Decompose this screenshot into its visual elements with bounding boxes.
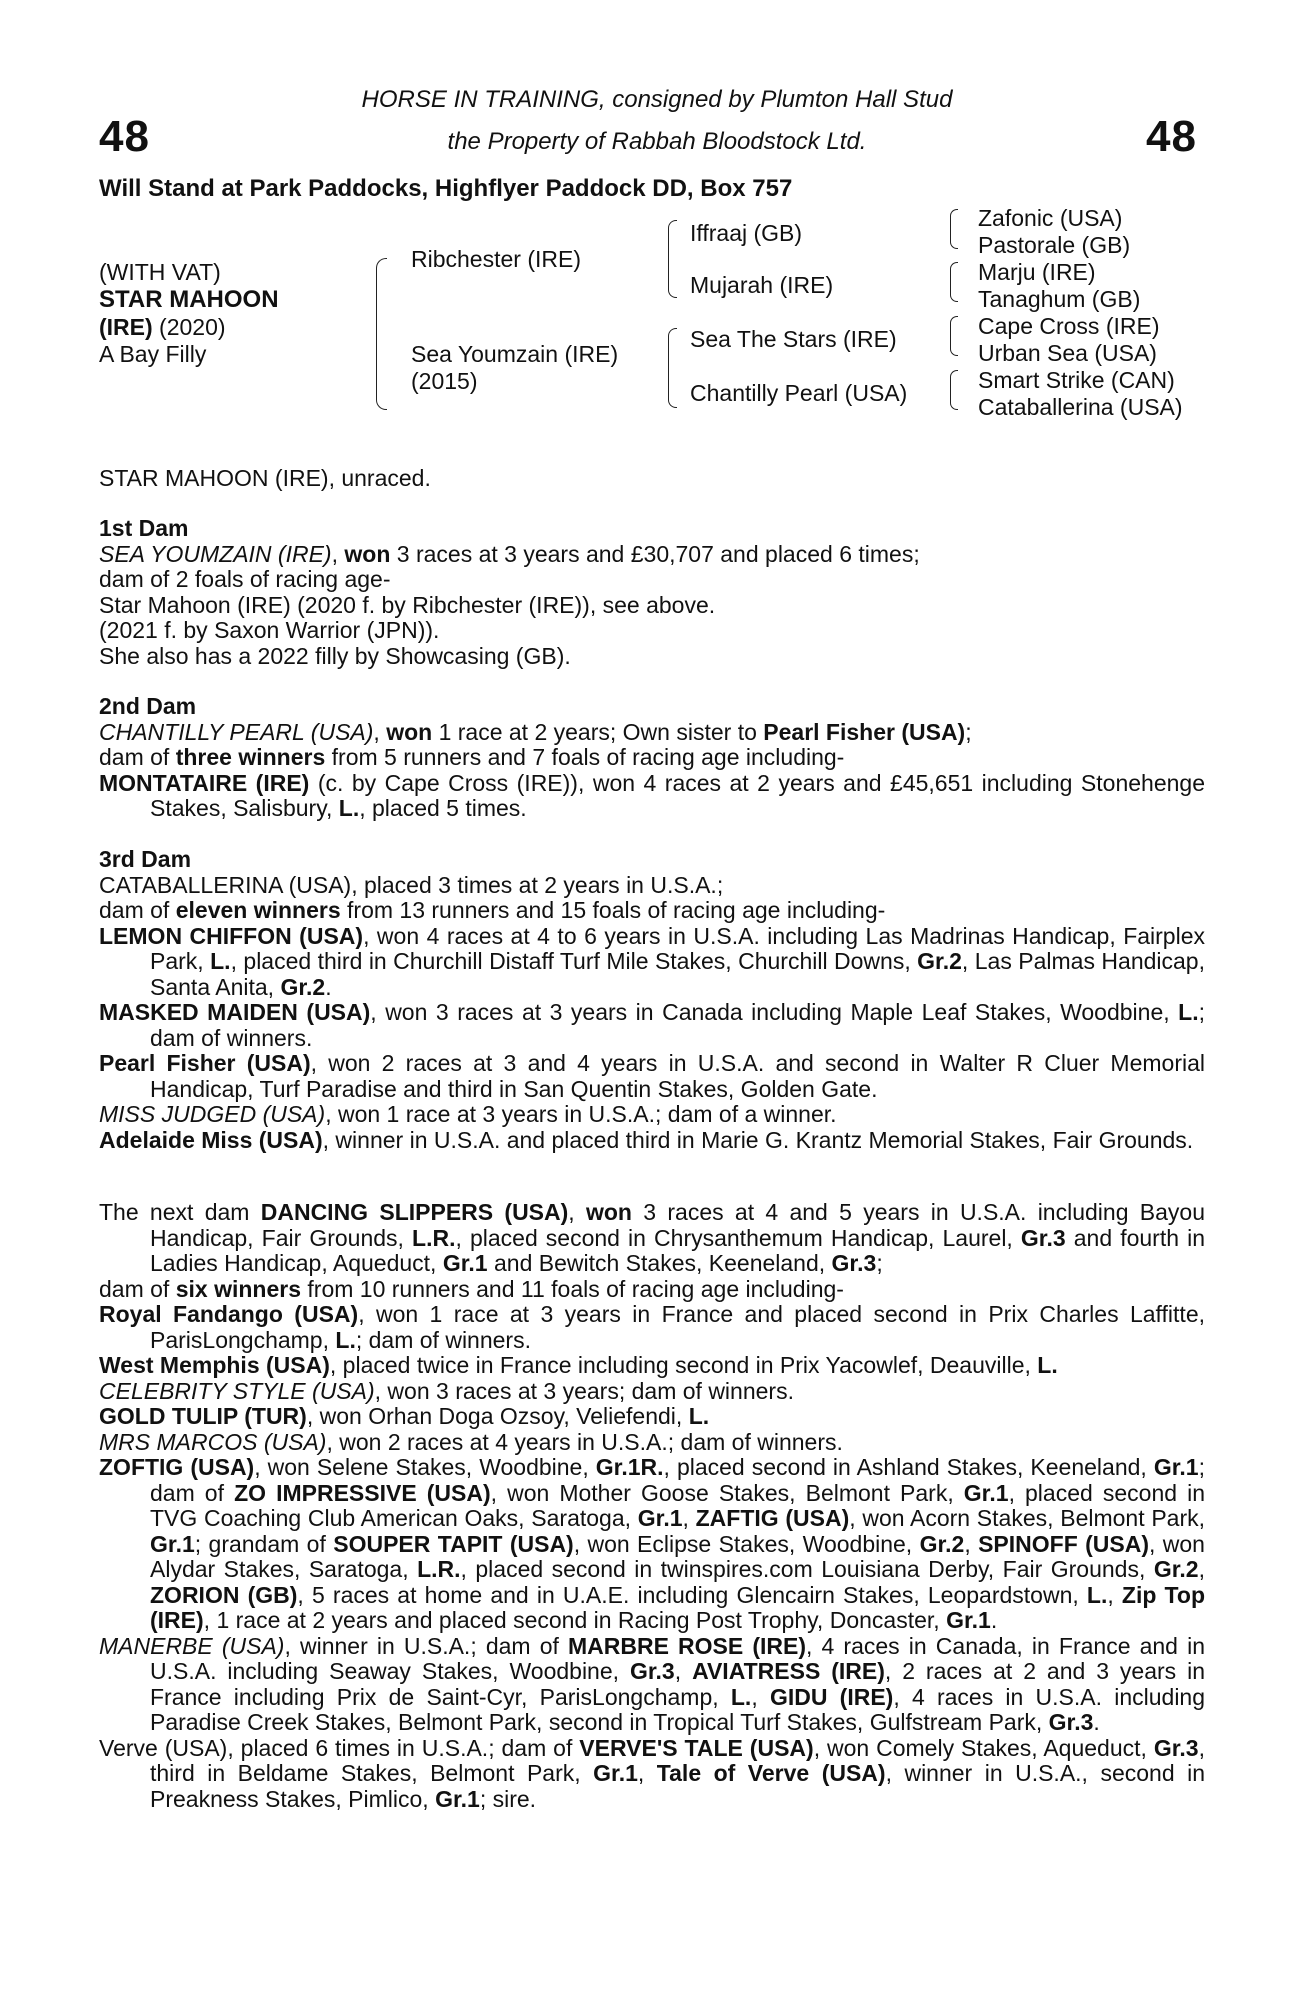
gg-brace-1 (950, 209, 958, 249)
produce-masked-maiden: MASKED MAIDEN (USA), won 3 races at 3 years in Canada including Maple Leaf Stakes, Woodbine, L.; dam of winners. (99, 999, 1205, 1051)
first-dam-record: SEA YOUMZAIN (IRE), won 3 races at 3 years and £30,707 and placed 6 times; (99, 540, 920, 567)
sire: Ribchester (IRE) (411, 246, 581, 272)
produce-manerbe: MANERBE (USA), winner in U.S.A.; dam of MARBRE ROSE (IRE), 4 races in Canada, in France and in U.S.A. including Seaway Stakes, Woodbine, Gr.3, AVIATRESS (IRE), 2 races at 2 and 3 years in France including Prix de Saint-Cyr, ParisLongchamp, L., GIDU (IRE), 4 races in U.S.A. including Paradise Creek Stakes, Belmont Park, second in Tropical Turf Stakes, Gulfstream Park, Gr.3. (99, 1632, 1206, 1735)
produce-verve: Verve (USA), placed 6 times in U.S.A.; dam of VERVE'S TALE (USA), won Comely Stakes, Aqueduct, Gr.3, third in Beldame Stakes, Belmont Park, Gr.1, Tale of Verve (USA), winner in U.S.A., second in Preakness Stakes, Pimlico, Gr.1; sire. (99, 1734, 1205, 1812)
grandsire-1: Iffraaj (GB) (690, 220, 803, 246)
unraced-line: STAR MAHOON (IRE), unraced. (99, 465, 431, 491)
produce-mrs-marcos: MRS MARCOS (USA), won 2 races at 4 years in U.S.A.; dam of winners. (99, 1428, 843, 1455)
dam-year: (2015) (411, 368, 478, 394)
next-dam-section (99, 1200, 1205, 1812)
third-dam-heading: 3rd Dam (99, 846, 192, 872)
produce-pearl-fisher: Pearl Fisher (USA), won 2 races at 3 and 4 years in U.S.A. and second in Walter R Cluer Memorial Handicap, Turf Paradise and third in San Quentin Stakes, Golden Gate. (99, 1050, 1205, 1102)
first-dam-produce-1: Star Mahoon (IRE) (2020 f. by Ribchester (IRE)), see above. (99, 591, 716, 618)
great-grandparent-7: Smart Strike (CAN) (978, 367, 1175, 393)
gg-brace-2 (950, 262, 958, 302)
great-grandparent-8: Cataballerina (USA) (978, 394, 1183, 420)
great-grandparent-2: Pastorale (GB) (978, 232, 1131, 258)
produce-zoftig: ZOFTIG (USA), won Selene Stakes, Woodbine, Gr.1R., placed second in Ashland Stakes, Keeneland, Gr.1; dam of ZO IMPRESSIVE (USA), won Mother Goose Stakes, Belmont Park, Gr.1, placed second in TVG Coaching Club American Oaks, Saratoga, Gr.1, ZAFTIG (USA), won Acorn Stakes, Belmont Park, Gr.1; grandam of SOUPER TAPIT (USA), won Eclipse Stakes, Woodbine, Gr.2, SPINOFF (USA), won Alydar Stakes, Saratoga, L.R., placed second in twinspires.com Louisiana Derby, Fair Grounds, Gr.2, ZORION (GB), 5 races at home and in U.A.E. including Glencairn Stakes, Leopardstown, L., Zip Top (IRE), 1 race at 2 years and placed second in Racing Post Trophy, Doncaster, Gr.1. (99, 1454, 1206, 1633)
produce-lemon-chiffon: LEMON CHIFFON (USA), won 4 races at 4 to 6 years in U.S.A. including Las Madrinas Handicap, Fairplex Park, L., placed third in Churchill Distaff Turf Mile Stakes, Churchill Downs, Gr.2, Las Palmas Handicap, Santa Anita, Gr.2. (99, 922, 1205, 1000)
lot-number-left: 48 (99, 112, 150, 161)
sire-brace (668, 220, 677, 298)
produce-gold-tulip: GOLD TULIP (TUR), won Orhan Doga Ozsoy, Veliefendi, L. (99, 1403, 710, 1429)
second-dam-record: CHANTILLY PEARL (USA), won 1 race at 2 years; Own sister to Pearl Fisher (USA); (99, 718, 972, 745)
great-grandparent-1: Zafonic (USA) (978, 205, 1123, 231)
grandsire-4: Chantilly Pearl (USA) (690, 380, 908, 406)
horse-suffix-line (99, 314, 226, 341)
consignment-line: HORSE IN TRAINING, consigned by Plumton Hall Stud (361, 86, 953, 113)
second-dam-produce-intro: dam of three winners from 5 runners and 7 foals of racing age including- (99, 744, 845, 770)
produce-miss-judged: MISS JUDGED (USA), won 1 race at 3 years in U.S.A.; dam of a winner. (99, 1101, 837, 1127)
pedigree-brace (376, 258, 387, 410)
dam: Sea Youmzain (IRE) (411, 341, 619, 367)
first-dam-heading: 1st Dam (99, 515, 189, 541)
produce-adelaide-miss: Adelaide Miss (USA), winner in U.S.A. and placed third in Marie G. Krantz Memorial Stakes, Fair Grounds. (99, 1126, 1194, 1153)
first-dam-produce-intro: dam of 2 foals of racing age- (99, 566, 391, 592)
first-dam-note: She also has a 2022 filly by Showcasing (GB). (99, 642, 571, 669)
grandsire-3: Sea The Stars (IRE) (690, 326, 897, 352)
horse-country: (IRE) (99, 314, 153, 340)
dam-brace (668, 328, 677, 408)
produce-celebrity-style: CELEBRITY STYLE (USA), won 3 races at 3 years; dam of winners. (99, 1377, 794, 1404)
third-dam-section (99, 847, 1205, 1153)
second-dam-section (99, 694, 1205, 822)
horse-description: A Bay Filly (99, 341, 207, 367)
produce-royal-fandango: Royal Fandango (USA), won 1 race at 3 years in France and placed second in Prix Charles Laffitte, ParisLongchamp, L.; dam of winners. (99, 1301, 1205, 1353)
horse-year: (2020) (152, 314, 226, 340)
third-dam-record: CATABALLERINA (USA), placed 3 times at 2 years in U.S.A.; (99, 871, 724, 898)
grandsire-2: Mujarah (IRE) (690, 272, 834, 298)
produce-west-memphis: West Memphis (USA), placed twice in France including second in Prix Yacowlef, Deauville, L. (99, 1352, 1058, 1378)
second-dam-produce-1: MONTATAIRE (IRE) (c. by Cape Cross (IRE)), won 4 races at 2 years and £45,651 including Stonehenge Stakes, Salisbury, L., placed 5 times. (99, 769, 1205, 821)
property-line: the Property of Rabbah Bloodstock Ltd. (447, 128, 867, 155)
lot-number-right: 48 (1146, 112, 1197, 161)
third-dam-produce-intro: dam of eleven winners from 13 runners and 15 foals of racing age including- (99, 897, 886, 923)
first-dam-produce-2: (2021 f. by Saxon Warrior (JPN)). (99, 617, 440, 643)
stand-location: Will Stand at Park Paddocks, Highflyer Paddock DD, Box 757 (99, 175, 793, 202)
horse-name: STAR MAHOON (99, 286, 279, 313)
second-dam-heading: 2nd Dam (99, 693, 197, 719)
gg-brace-4 (950, 370, 958, 410)
next-dam-produce-intro: dam of six winners from 10 runners and 11 foals of racing age including- (99, 1275, 844, 1302)
great-grandparent-6: Urban Sea (USA) (978, 340, 1157, 366)
great-grandparent-4: Tanaghum (GB) (978, 286, 1141, 312)
great-grandparent-3: Marju (IRE) (978, 259, 1096, 285)
next-dam-record: The next dam DANCING SLIPPERS (USA), won 3 races at 4 and 5 years in U.S.A. including Bayou Handicap, Fair Grounds, L.R., placed second in Chrysanthemum Handicap, Laurel, Gr.3 and fourth in Ladies Handicap, Aqueduct, Gr.1 and Bewitch Stakes, Keeneland, Gr.3; (99, 1199, 1206, 1276)
gg-brace-3 (950, 316, 958, 356)
vat-label: (WITH VAT) (99, 259, 221, 285)
great-grandparent-5: Cape Cross (IRE) (978, 313, 1160, 339)
first-dam-section (99, 516, 1205, 669)
